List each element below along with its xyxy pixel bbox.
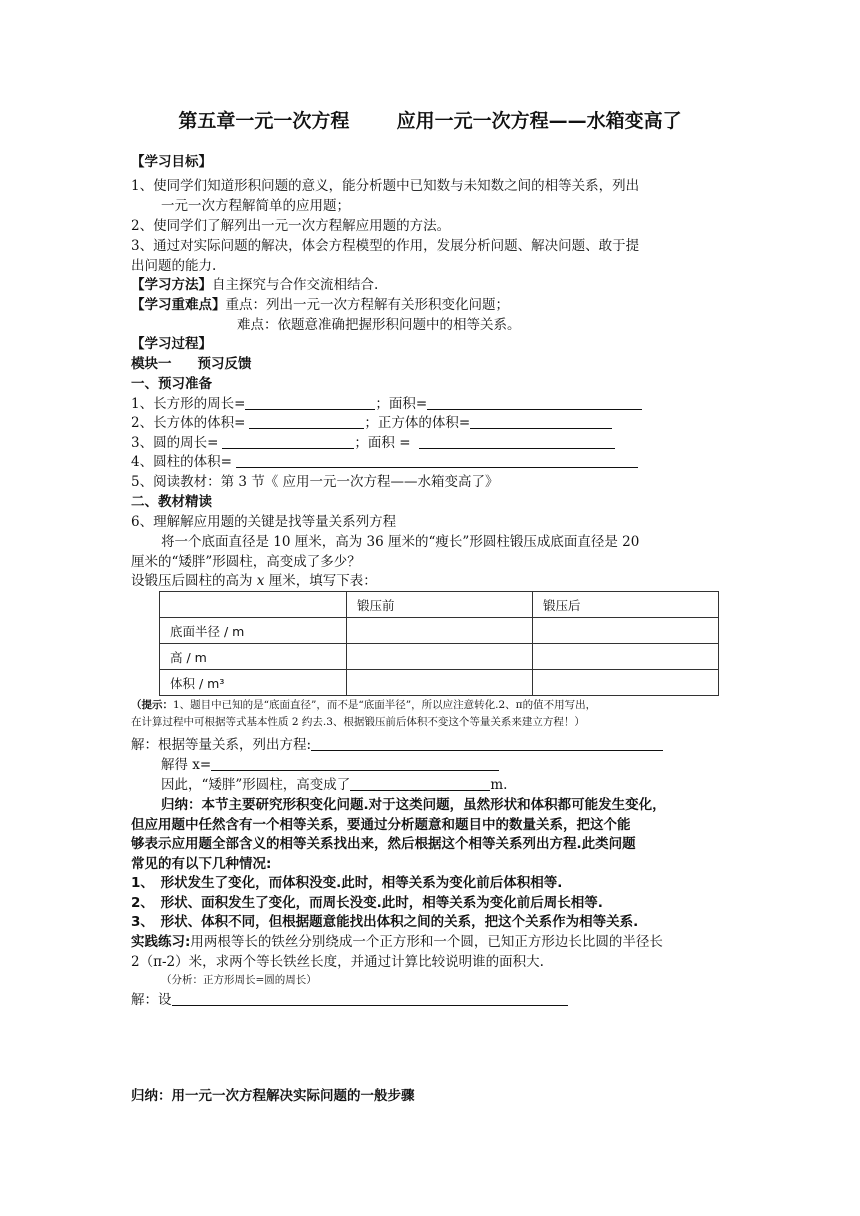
forging-table: [159, 591, 719, 696]
table-header-row: [160, 592, 719, 618]
study-set-b: 厘米，填写下表：: [268, 573, 377, 589]
summary-line-4: 常见的有以下几种情况:: [131, 856, 272, 872]
hint-text-a: 1、题目中已知的是“底面直径”，而不是“底面半径”，所以应注意转化.2、π的值不用写出，: [173, 699, 597, 711]
answer-blank[interactable]: [249, 415, 364, 429]
objective-2: 2、使同学们了解列出一元一次方程解应用题的方法。: [131, 218, 451, 234]
prep-heading: 一、预习准备: [131, 376, 212, 392]
practice-text-a: 用两根等长的铁丝分别绕成一个正方形和一个圆，已知正方形边长比圆的半径长: [190, 934, 663, 950]
summary-case-3: 3、 形状、体积不同，但根据题意能找出体积之间的关系，把这个关系作为相等关系.: [131, 914, 639, 930]
answer-blank[interactable]: [236, 454, 638, 468]
table-header-cell: [160, 592, 347, 618]
keypoints-line: [131, 296, 509, 314]
prep-q2: [131, 414, 612, 432]
answer-blank[interactable]: [427, 396, 642, 410]
solution-x-label: 解得 x=: [161, 757, 212, 773]
hint-label: （提示：: [131, 699, 173, 711]
practice-answer: [131, 991, 568, 1009]
prep-q3-area-label: ；面积 =: [354, 435, 411, 451]
method-label: 【学习方法】: [131, 277, 212, 293]
module-title: 预习反馈: [197, 356, 252, 372]
study-problem-b: 厘米的“矮胖”形圆柱，高变成了多少？: [131, 554, 361, 570]
prep-q1: [131, 395, 642, 413]
table-cell-input[interactable]: [347, 670, 533, 696]
solution-line-3: [161, 776, 507, 794]
prep-q4: [131, 453, 638, 471]
page-title: [0, 106, 860, 133]
table-cell-input[interactable]: [347, 644, 533, 670]
practice-analysis: （分析：正方形周长=圆的周长）: [161, 974, 317, 986]
title-chapter: 第五章一元一次方程: [178, 110, 350, 132]
answer-blank[interactable]: [172, 992, 568, 1006]
table-cell-input[interactable]: [533, 618, 719, 644]
module-heading: [131, 355, 252, 373]
prep-q1-area-label: ；面积=: [375, 396, 428, 412]
study-variable: x: [256, 573, 265, 589]
study-problem-a: 将一个底面直径是 10 厘米，高为 36 厘米的“瘦长”形圆柱锻压成底面直径是 20: [161, 534, 640, 550]
prep-q5: 5、阅读教材：第 3 节《 应用一元一次方程——水箱变高了》: [131, 474, 499, 490]
study-heading: 二、教材精读: [131, 494, 212, 510]
table-row: [160, 644, 719, 670]
practice-line-1: [131, 933, 663, 951]
practice-line-2: 2（π-2）米，求两个等长铁丝长度，并通过计算比较说明谁的面积大.: [131, 954, 544, 970]
keypoints-difficulty: 难点：依题意准确把握形积问题中的相等关系。: [237, 317, 521, 333]
final-summary: 归纳：用一元一次方程解决实际问题的一般步骤: [131, 1088, 415, 1104]
answer-blank[interactable]: [350, 777, 490, 791]
module-name: 模块一: [131, 356, 172, 372]
prep-q2-cube-label: ；正方体的体积=: [364, 415, 471, 431]
study-set-a: 设锻压后圆柱的高为: [131, 573, 253, 589]
study-q6: 6、理解解应用题的关键是找等量关系列方程: [131, 514, 397, 530]
solution-equation-label: 解：根据等量关系，列出方程:: [131, 737, 312, 753]
prep-q3-label: 3、圆的周长=: [131, 435, 219, 451]
solution-result-label: 因此，“矮胖”形圆柱，高变成了: [161, 777, 351, 793]
table-row: [160, 618, 719, 644]
objective-1b: 一元一次方程解简单的应用题；: [161, 198, 350, 214]
hint-line-1: [131, 698, 596, 713]
method-line: [131, 276, 378, 294]
method-text: 自主探究与合作交流相结合.: [212, 277, 379, 293]
summary-case-1: 1、 形状发生了变化，而体积没变.此时，相等关系为变化前后体积相等.: [131, 875, 563, 891]
table-row: [160, 670, 719, 696]
table-cell-input[interactable]: [533, 644, 719, 670]
table-row-label: 底面半径 / m: [160, 618, 347, 644]
answer-blank[interactable]: [211, 757, 499, 771]
study-set-line: [131, 572, 377, 590]
answer-blank[interactable]: [222, 435, 354, 449]
prep-q2-label: 2、长方体的体积=: [131, 415, 246, 431]
prep-q1-label: 1、长方形的周长=: [131, 396, 246, 412]
prep-q4-label: 4、圆柱的体积=: [131, 454, 232, 470]
summary-line-2: 但应用题中任然含有一个相等关系，要通过分析题意和题目中的数量关系，把这个能: [131, 817, 631, 833]
summary-line-3: 够表示应用题全部含义的相等关系找出来，然后根据这个相等关系列出方程.此类问题: [131, 836, 636, 852]
answer-blank[interactable]: [311, 737, 663, 751]
practice-label: 实践练习:: [131, 934, 191, 950]
hint-line-2: 在计算过程中可根据等式基本性质 2 约去.3、根据锻压前后体积不变这个等量关系来建立方程！）: [131, 716, 585, 728]
summary-case-2: 2、 形状、面积发生了变化，而周长没变.此时，相等关系为变化前后周长相等.: [131, 895, 603, 911]
table-row-label: 高 / m: [160, 644, 347, 670]
prep-q3: [131, 434, 615, 452]
solution-line-2: [161, 756, 499, 774]
objective-3a: 3、通过对实际问题的解决，体会方程模型的作用，发展分析问题、解决问题、敢于提: [131, 238, 640, 254]
summary-line-1: 归纳：本节主要研究形积变化问题.对于这类问题，虽然形状和体积都可能发生变化，: [161, 797, 666, 813]
objective-1a: 1、使同学们知道形积问题的意义，能分析题中已知数与未知数之间的相等关系，列出: [131, 178, 640, 194]
answer-blank[interactable]: [419, 435, 615, 449]
keypoints-focus: 重点：列出一元一次方程解有关形积变化问题；: [225, 297, 509, 313]
answer-blank[interactable]: [245, 396, 375, 410]
table-row-label: 体积 / m³: [160, 670, 347, 696]
table-header-cell: 锻压后: [533, 592, 719, 618]
table-cell-input[interactable]: [347, 618, 533, 644]
objectives-heading: 【学习目标】: [131, 154, 212, 170]
objective-3b: 出问题的能力.: [131, 258, 217, 274]
solution-unit: m.: [490, 777, 508, 793]
process-heading: 【学习过程】: [131, 336, 212, 352]
table-cell-input[interactable]: [533, 670, 719, 696]
keypoints-label: 【学习重难点】: [131, 297, 226, 313]
practice-answer-label: 解：设: [131, 992, 172, 1008]
solution-line-1: [131, 736, 663, 754]
answer-blank[interactable]: [470, 415, 612, 429]
title-lesson: 应用一元一次方程——水箱变高了: [396, 110, 682, 132]
table-header-cell: 锻压前: [347, 592, 533, 618]
